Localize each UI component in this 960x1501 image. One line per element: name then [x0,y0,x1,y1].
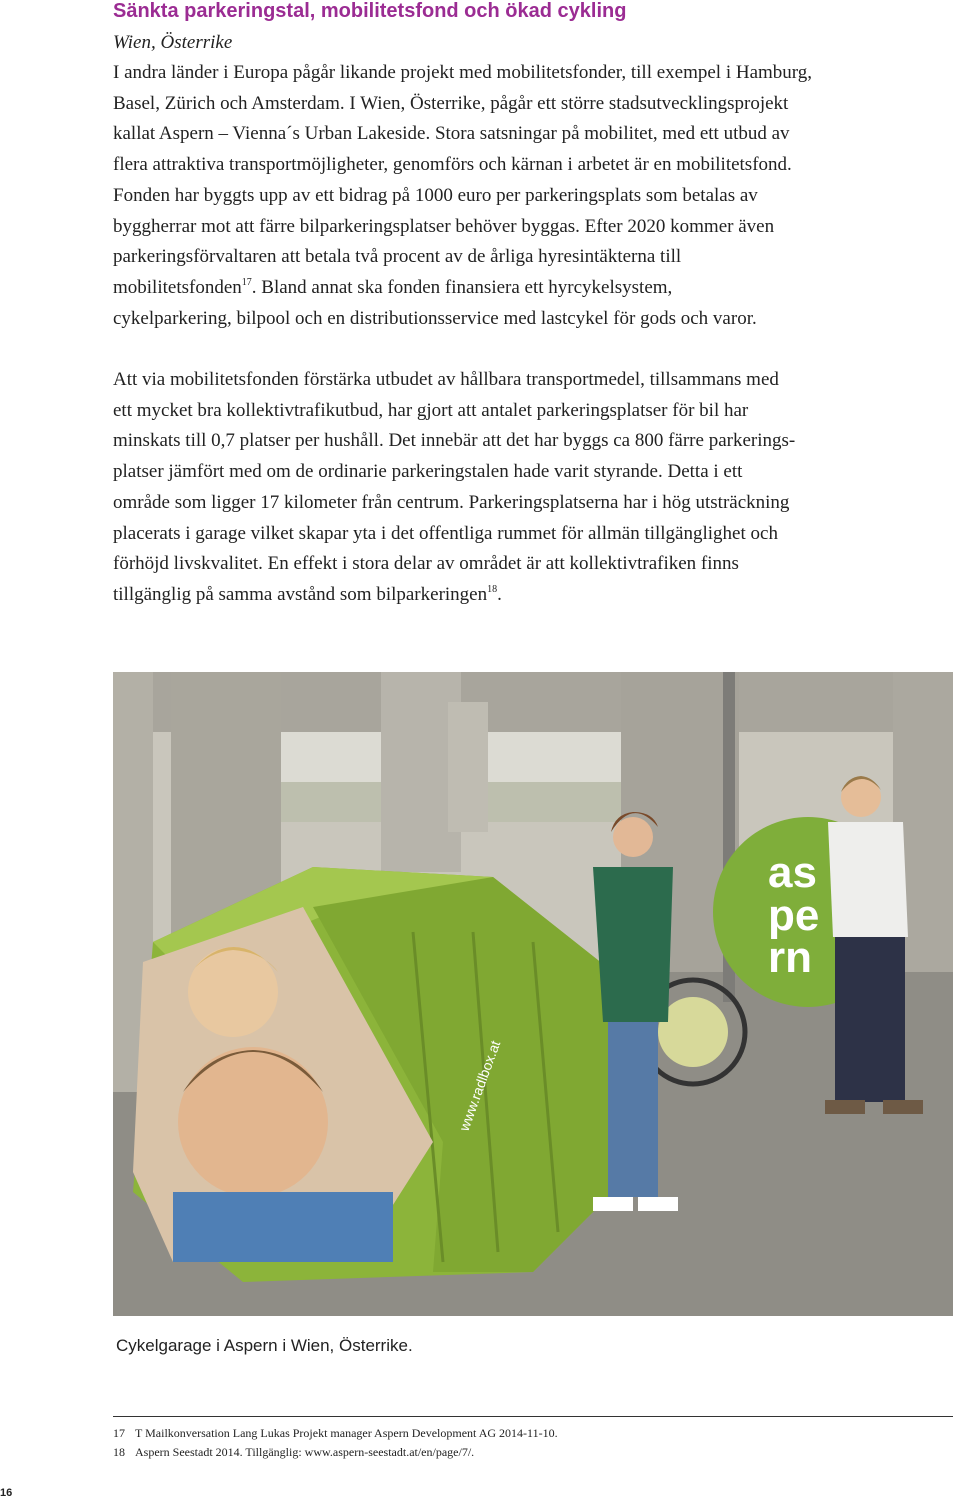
footnote-text: Aspern Seestadt 2014. Tillgänglig: www.aspern-seestadt.at/en/page/7/. [135,1445,475,1459]
paragraph-mobility-fund [113,58,948,334]
sign-letters: pe [768,891,820,940]
text-line: platser jämfört med om de ordinarie parkeringstalen hade varit styrande. Detta i ett [113,461,743,483]
child-face [188,947,278,1037]
photo-illustration [113,672,953,1316]
text-line: placerats i garage vilket skapar yta i det offentliga rummet för allmän tillgänglighet och [113,522,778,544]
text-line: minskats till 0,7 platser per hushåll. Det innebär att det har byggs ca 800 färre parkerings- [113,430,796,452]
text-line: byggherrar mot att färre bilparkeringsplatser behöver byggas. Efter 2020 kommer även [113,215,775,237]
text-line: Att via mobilitetsfonden förstärka utbudet av hållbara transportmedel, tillsammans med [113,369,779,390]
text-line: ett mycket bra kollektivtrafikutbud, har gjort att antalet parkeringsplatser för bil har [113,399,749,421]
text-line: Basel, Zürich och Amsterdam. I Wien, Österrike, pågår ett större stadsutvecklingsprojekt [113,92,789,114]
footnote-ref-18: 18 [487,583,498,595]
text-line: Fonden har byggts upp av ett bidrag på 1000 euro per parkeringsplats som betalas av [113,184,758,206]
text-line: flera attraktiva transportmöjligheter, genomförs och kärnan i arbetet är en mobilitetsfond. [113,154,792,176]
footnote-number: 18 [113,1445,125,1459]
man-jacket [828,822,908,937]
woman-jeans [608,1022,658,1197]
text-line: område som ligger 17 kilometer från centrum. Parkeringsplatserna har i hög utsträckning [113,491,790,513]
sign-letters: as [768,848,817,897]
garage-url-text: www.radlbox.at [455,1038,504,1134]
footnote-text: T Mailkonversation Lang Lukas Projekt manager Aspern Development AG 2014-11-10. [135,1426,558,1440]
text-line [113,273,948,304]
woman-cardigan [593,867,673,1022]
text-fragment: tillgänglig på samma avstånd som bilparkeringen [113,583,488,605]
text-fragment: mobilitetsfonden [113,276,242,298]
section-location: Wien, Österrike [113,32,233,53]
text-line: förhöjd livskvalitet. En effekt i stora delar av området är att kollektivtrafiken finns [113,553,739,575]
text-line: I andra länder i Europa pågår likande projekt med mobilitetsfonder, till exempel i Hamburg, [113,62,813,83]
bike-garage-photo [113,672,953,1316]
footnote-18 [113,1445,474,1460]
text-line [113,580,948,611]
footnote-number: 17 [113,1426,125,1440]
sign-letters: rn [768,933,812,982]
footnote-ref-17: 17 [241,276,252,288]
paragraph-parking-reduction [113,365,948,611]
text-line: cykelparkering, bilpool och en distributionsservice med lastcykel för gods och varor. [113,307,757,329]
photo-caption: Cykelgarage i Aspern i Wien, Österrike. [116,1336,413,1355]
text-fragment: . [497,583,502,605]
section-heading: Sänkta parkeringstal, mobilitetsfond och ökad cykling [113,0,627,22]
page-number: 16 [0,1487,13,1499]
text-line: kallat Aspern – Vienna´s Urban Lakeside. Stora satsningar på mobilitet, med ett utbud av [113,123,790,145]
footnote-divider [113,1416,953,1417]
pillar [448,702,488,832]
footnote-17 [113,1426,558,1441]
text-line: parkeringsförvaltaren att betala två procent av de årliga hyresintäkterna till [113,246,682,268]
man-trousers [835,937,905,1102]
woman-head [613,817,653,857]
text-fragment: . Bland annat ska fonden finansiera ett hyrcykelsystem, [251,276,673,298]
man-face [178,1047,328,1197]
